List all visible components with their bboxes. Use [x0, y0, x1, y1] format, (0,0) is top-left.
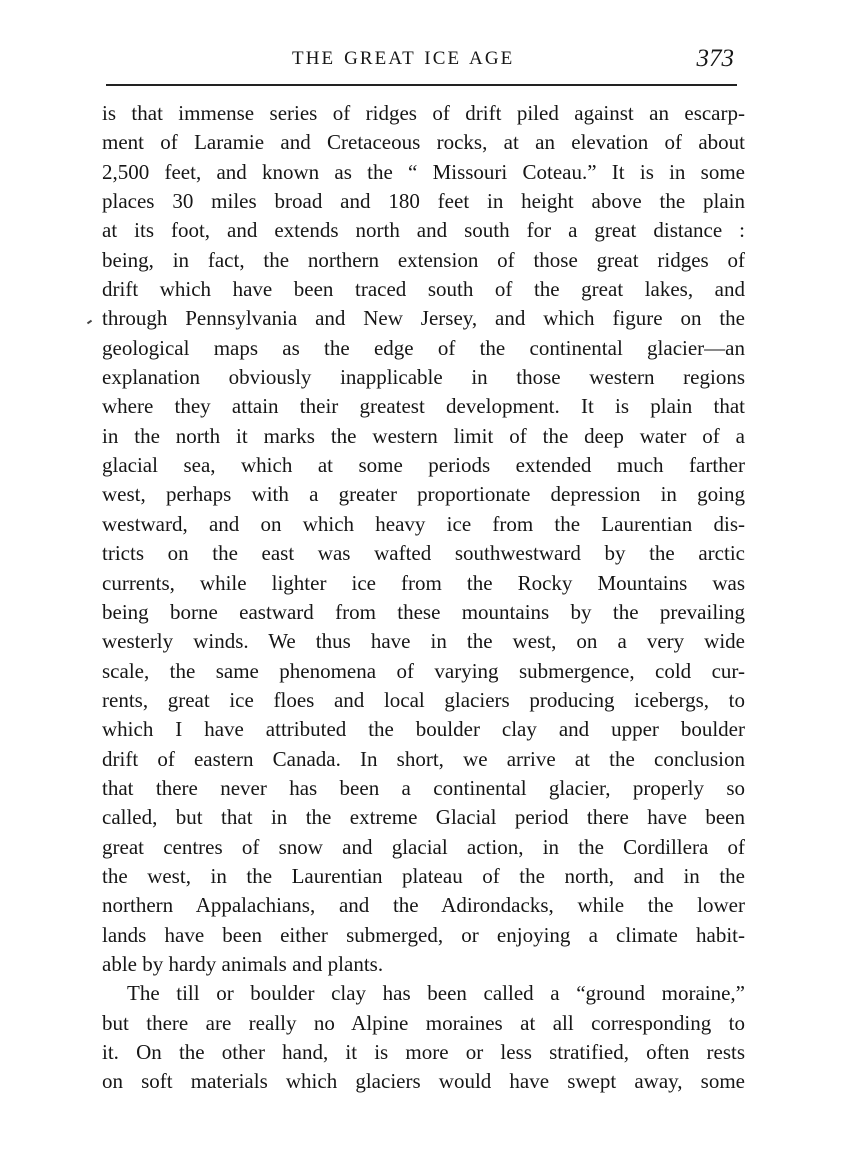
text-line: northern Appalachians, and the Adirondacks, while the lower — [102, 893, 745, 918]
text-line: lands have been either submerged, or enjoying a climate habit- — [102, 922, 745, 947]
margin-mark — [87, 320, 92, 325]
text-line: explanation obviously inapplicable in those western regions — [102, 365, 745, 390]
text-line: drift which have been traced south of the great lakes, and — [102, 277, 745, 302]
text-line: which I have attributed the boulder clay and upper boulder — [102, 717, 745, 742]
text-line: great centres of snow and glacial action, in the Cordillera of — [102, 834, 745, 859]
header-rule — [106, 84, 737, 86]
text-line: on soft materials which glaciers would have swept away, some — [102, 1069, 745, 1094]
text-line: is that immense series of ridges of drift piled against an escarp- — [102, 101, 745, 125]
text-line: it. On the other hand, it is more or less stratified, often rests — [102, 1040, 745, 1064]
text-line: scale, the same phenomena of varying submergence, cold cur- — [102, 658, 745, 683]
running-title: THE GREAT ICE AGE — [292, 48, 515, 69]
text-line: at its foot, and extends north and south for a great distance : — [102, 218, 745, 243]
text-line: glacial sea, which at some periods extended much farther — [102, 453, 745, 478]
text-line: 2,500 feet, and known as the “ Missouri Coteau.” It is in some — [102, 159, 745, 184]
page-header — [102, 45, 742, 79]
text-line: through Pennsylvania and New Jersey, and which figure on the — [102, 306, 745, 331]
text-line: being borne eastward from these mountains by the prevailing — [102, 599, 745, 624]
text-line: that there never has been a continental glacier, properly so — [102, 775, 745, 800]
text-line: The till or boulder clay has been called a “ground moraine,” — [127, 981, 745, 1006]
text-line: called, but that in the extreme Glacial period there have been — [102, 805, 745, 830]
text-line: being, in fact, the northern extension of those great ridges of — [102, 247, 745, 272]
text-line: ment of Laramie and Cretaceous rocks, at an elevation of about — [102, 130, 745, 155]
text-line: westerly winds. We thus have in the west, on a very wide — [102, 629, 745, 654]
text-line: rents, great ice floes and local glaciers producing icebergs, to — [102, 687, 745, 712]
text-line: places 30 miles broad and 180 feet in height above the plain — [102, 189, 745, 214]
text-line: but there are really no Alpine moraines at all corresponding to — [102, 1010, 745, 1035]
text-line: westward, and on which heavy ice from the Laurentian dis- — [102, 511, 745, 536]
body-text — [102, 99, 745, 1097]
text-line: west, perhaps with a greater proportionate depression in going — [102, 482, 745, 507]
text-line: geological maps as the edge of the continental glacier—an — [102, 335, 745, 360]
text-line: currents, while lighter ice from the Rocky Mountains was — [102, 570, 745, 595]
text-line: able by hardy animals and plants. — [102, 951, 384, 976]
text-line: tricts on the east was wafted southwestward by the arctic — [102, 541, 745, 566]
page-number: 373 — [696, 45, 734, 72]
text-line: in the north it marks the western limit of the deep water of a — [102, 423, 745, 448]
text-line: where they attain their greatest development. It is plain that — [102, 394, 745, 419]
text-line: the west, in the Laurentian plateau of the north, and in the — [102, 863, 745, 888]
text-line: drift of eastern Canada. In short, we arrive at the conclusion — [102, 746, 745, 771]
